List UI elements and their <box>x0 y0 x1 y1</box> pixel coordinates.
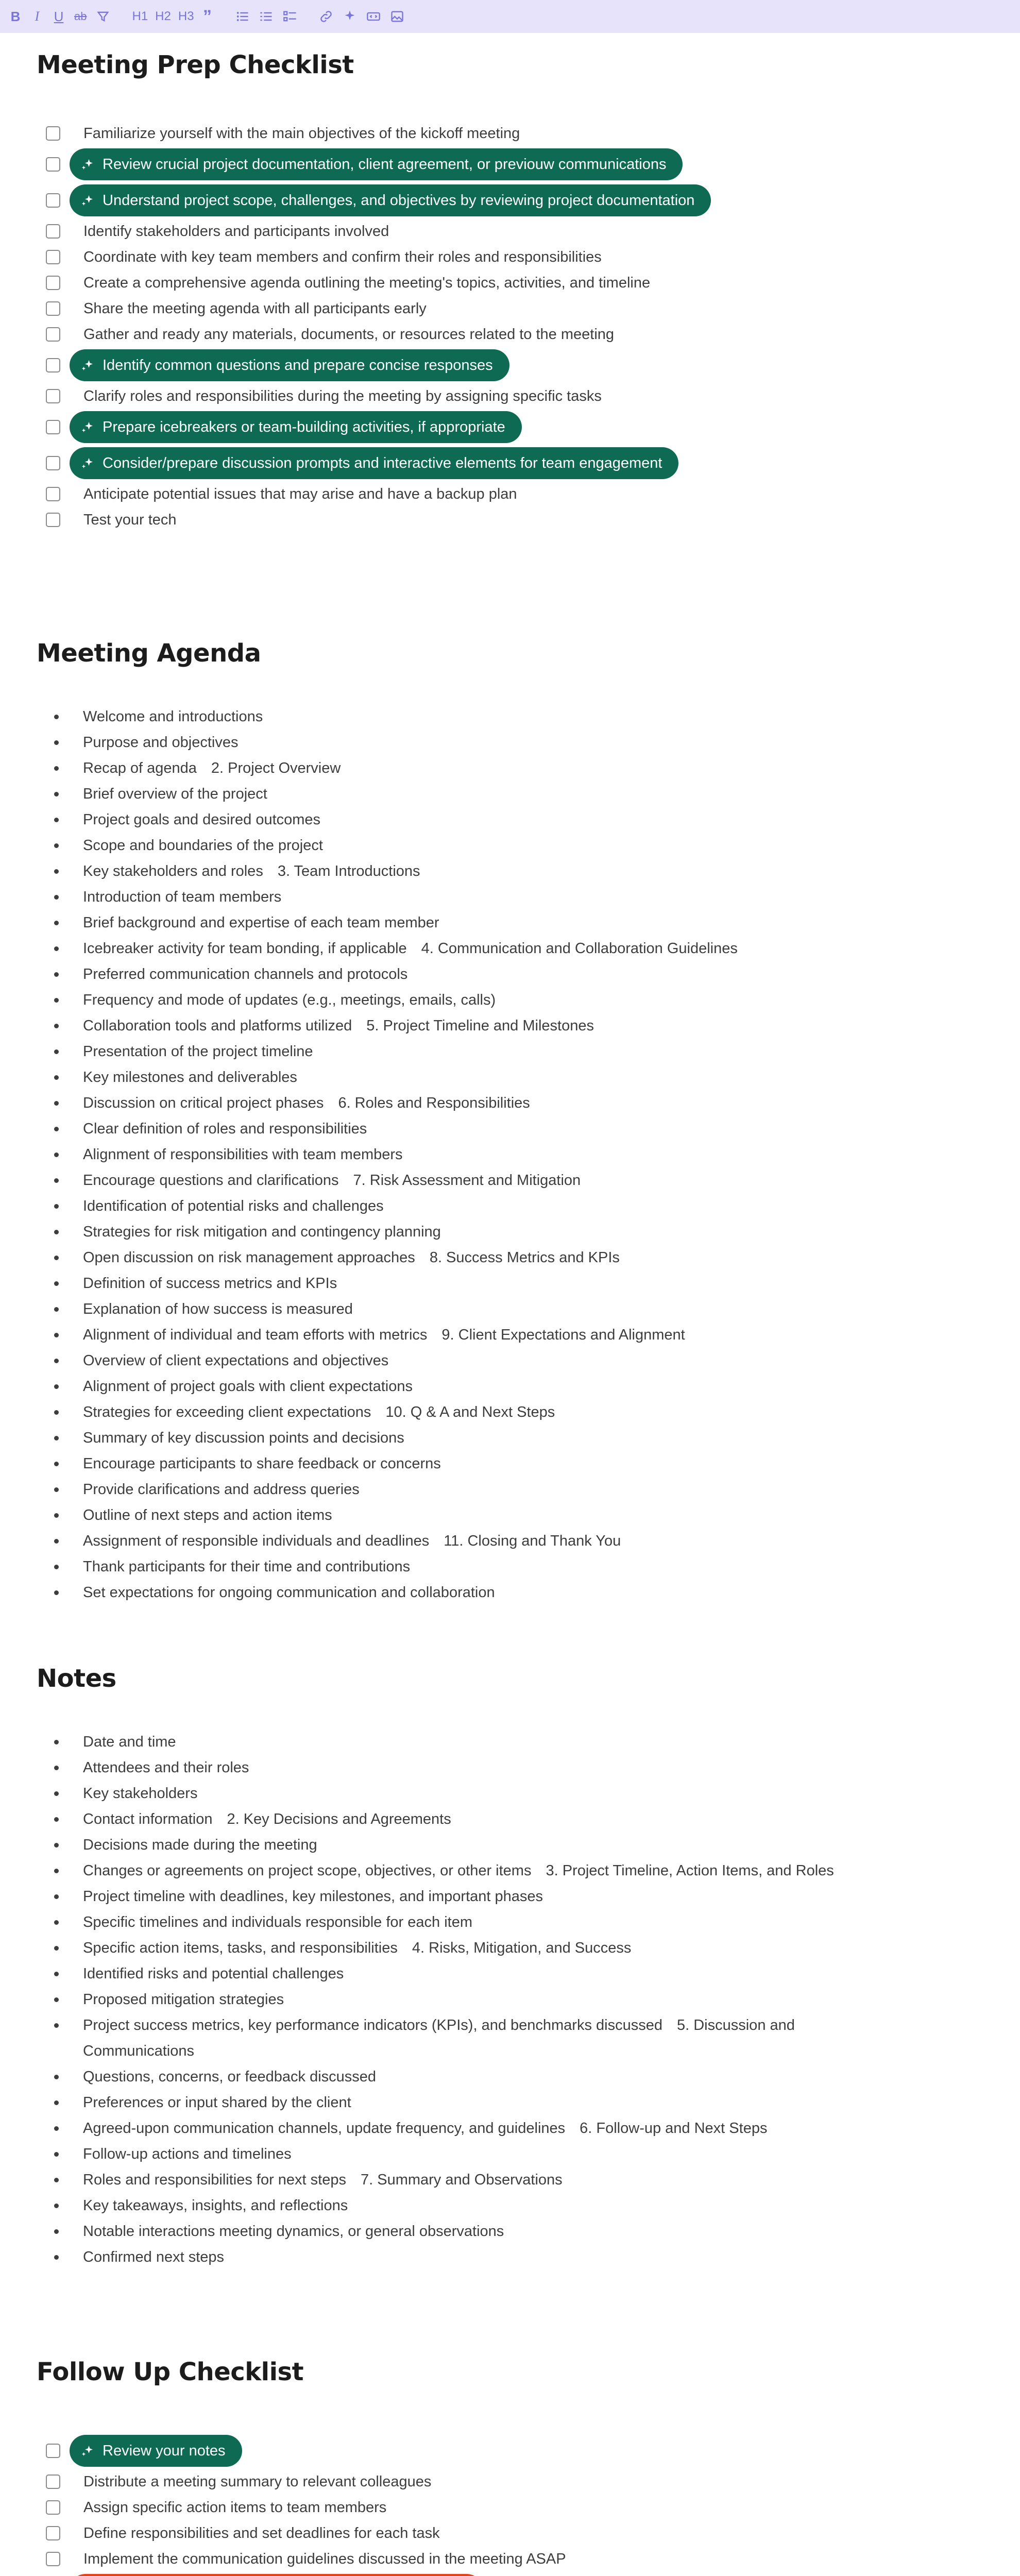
image-icon[interactable] <box>390 9 404 24</box>
bold-button[interactable]: B <box>10 8 21 24</box>
checklist-item-text: Identify stakeholders and participants involved <box>83 223 389 240</box>
followup-title: Follow Up Checklist <box>37 2358 304 2386</box>
list-item <box>37 2090 881 2115</box>
list-item <box>37 987 881 1013</box>
list-item-text: Decisions made during the meeting <box>83 1837 317 1853</box>
checkbox[interactable] <box>46 2552 60 2566</box>
italic-button[interactable]: I <box>35 9 40 24</box>
list-item <box>37 1884 881 1909</box>
list-item <box>37 1502 881 1528</box>
list-item <box>37 1528 881 1554</box>
list-item <box>37 704 881 730</box>
list-item-text: Roles and responsibilities for next steps <box>83 2172 346 2188</box>
list-item <box>37 807 881 833</box>
numbered-heading: 3. Project Timeline, Action Items, and Roles <box>546 1862 834 1879</box>
list-item-text: Strategies for risk mitigation and contingency planning <box>83 1224 441 1240</box>
checklist-item <box>37 383 711 409</box>
list-item <box>37 2244 881 2270</box>
list-item <box>37 833 881 858</box>
list-item-text: Project success metrics, key performance indicators (KPIs), and benchmarks discussed <box>83 2017 662 2033</box>
list-item-text: Encourage questions and clarifications <box>83 1172 339 1189</box>
list-item <box>37 1806 881 1832</box>
heading-3-button[interactable]: H3 <box>178 9 194 23</box>
list-item-text: Brief overview of the project <box>83 786 267 802</box>
list-item-text: Welcome and introductions <box>83 708 263 725</box>
list-item-text: Assignment of responsible individuals and deadlines <box>83 1533 430 1549</box>
checklist-item-text: Anticipate potential issues that may arise and have a backup plan <box>83 485 517 502</box>
list-item-text: Encourage participants to share feedback or concerns <box>83 1455 441 1472</box>
list-item <box>37 1961 881 1987</box>
list-item <box>37 1167 881 1193</box>
pill-text: Understand project scope, challenges, and objectives by reviewing project documentation <box>103 192 695 209</box>
checkbox[interactable] <box>46 513 60 527</box>
numbered-heading: 6. Follow-up and Next Steps <box>580 2120 768 2137</box>
list-item <box>37 1477 881 1502</box>
list-item-text: Notable interactions meeting dynamics, or general observations <box>83 2223 504 2240</box>
checklist-item-text: Coordinate with key team members and confirm their roles and responsibilities <box>83 248 602 265</box>
list-item-text: Preferences or input shared by the client <box>83 2094 351 2111</box>
list-item <box>37 1039 881 1064</box>
list-item <box>37 1755 881 1781</box>
checklist-item <box>37 445 711 481</box>
followup-checklist <box>37 2433 566 2576</box>
list-item <box>37 1580 881 1605</box>
checklist-item <box>37 146 711 182</box>
ai-sparkle-icon[interactable] <box>343 9 357 24</box>
list-item-text: Brief background and expertise of each team member <box>83 914 439 931</box>
quote-icon[interactable]: ” <box>203 6 212 26</box>
list-item-text: Introduction of team members <box>83 889 282 905</box>
list-item <box>37 1193 881 1219</box>
checklist-item <box>37 2469 566 2495</box>
list-item-text: Overview of client expectations and objectives <box>83 1352 389 1369</box>
list-item-text: Icebreaker activity for team bonding, if applicable <box>83 940 407 957</box>
checkbox[interactable] <box>46 327 60 342</box>
checkbox[interactable] <box>46 2475 60 2489</box>
list-item-text: Specific action items, tasks, and responsibilities <box>83 1940 398 1956</box>
checklist-item-text: Define responsibilities and set deadlines for each task <box>83 2524 440 2541</box>
list-item-text: Scope and boundaries of the project <box>83 837 323 854</box>
agenda-title: Meeting Agenda <box>37 639 261 668</box>
numbered-heading: 7. Risk Assessment and Mitigation <box>353 1172 581 1189</box>
checklist-item <box>37 409 711 445</box>
list-item-text: Contact information <box>83 1811 213 1827</box>
list-item <box>37 2141 881 2167</box>
ai-suggestion-pill[interactable] <box>70 447 678 479</box>
list-item <box>37 1270 881 1296</box>
checklist-item <box>37 2433 566 2469</box>
list-item-text: Recap of agenda <box>83 760 197 776</box>
ai-sparkle-icon <box>80 455 95 471</box>
checklist-item <box>37 296 711 321</box>
checkbox[interactable] <box>46 2526 60 2540</box>
list-item <box>37 755 881 781</box>
bullet-list-icon[interactable] <box>235 9 250 24</box>
checkbox[interactable] <box>46 126 60 141</box>
ai-suggestion-pill[interactable] <box>70 349 509 381</box>
list-item <box>37 1348 881 1374</box>
list-item-text: Date and time <box>83 1734 176 1750</box>
checklist-item <box>37 2546 566 2572</box>
list-item <box>37 730 881 755</box>
checkbox[interactable] <box>46 487 60 501</box>
strikethrough-button[interactable]: ab <box>74 10 87 23</box>
list-item-text: Follow-up actions and timelines <box>83 2146 292 2162</box>
list-item-text: Summary of key discussion points and decisions <box>83 1430 404 1446</box>
ai-suggestion-pill[interactable] <box>70 2435 242 2467</box>
list-item-text: Key stakeholders <box>83 1785 198 1802</box>
list-item <box>37 1116 881 1142</box>
list-item-text: Frequency and mode of updates (e.g., meetings, emails, calls) <box>83 992 496 1008</box>
list-item-text: Discussion on critical project phases <box>83 1095 324 1111</box>
numbered-heading: 7. Summary and Observations <box>360 2172 563 2188</box>
list-item-text: Changes or agreements on project scope, objectives, or other items <box>83 1862 532 1879</box>
list-item <box>37 1858 881 1884</box>
list-item-text: Explanation of how success is measured <box>83 1301 353 1317</box>
list-item <box>37 781 881 807</box>
checklist-item <box>37 244 711 270</box>
checkbox[interactable] <box>46 420 60 434</box>
list-item <box>37 910 881 936</box>
list-item-text: Outline of next steps and action items <box>83 1507 332 1523</box>
checkbox[interactable] <box>46 224 60 239</box>
checklist-item <box>37 2572 566 2576</box>
list-item <box>37 961 881 987</box>
list-item <box>37 1729 881 1755</box>
checklist-item-text: Clarify roles and responsibilities during the meeting by assigning specific tasks <box>83 387 602 404</box>
list-item <box>37 1245 881 1270</box>
list-item <box>37 1296 881 1322</box>
list-item-text: Provide clarifications and address queries <box>83 1481 360 1498</box>
checklist-item-text: Assign specific action items to team members <box>83 2499 387 2516</box>
list-item-text: Alignment of responsibilities with team members <box>83 1146 403 1163</box>
list-item <box>37 2218 881 2244</box>
numbered-heading: 4. Communication and Collaboration Guidelines <box>421 940 738 957</box>
checklist-item <box>37 507 711 533</box>
checkbox[interactable] <box>46 456 60 470</box>
list-item-text: Attendees and their roles <box>83 1759 249 1776</box>
numbered-heading: 8. Success Metrics and KPIs <box>429 1249 620 1266</box>
list-item <box>37 936 881 961</box>
list-item <box>37 1832 881 1858</box>
list-item <box>37 1374 881 1399</box>
list-item <box>37 1219 881 1245</box>
list-item <box>37 1399 881 1425</box>
numbered-heading: 5. Project Timeline and Milestones <box>366 1018 594 1034</box>
list-item <box>37 2167 881 2193</box>
list-item-text: Definition of success metrics and KPIs <box>83 1275 337 1292</box>
list-item-text: Thank participants for their time and contributions <box>83 1558 411 1575</box>
list-item <box>37 2115 881 2141</box>
heading-2-button[interactable]: H2 <box>155 9 171 23</box>
prep-checklist-title: Meeting Prep Checklist <box>37 50 354 79</box>
formatting-toolbar <box>0 0 1020 33</box>
checklist-item-text: Create a comprehensive agenda outlining the meeting's topics, activities, and timeline <box>83 274 651 291</box>
pill-text: Review crucial project documentation, client agreement, or previouw communications <box>103 156 667 173</box>
checklist-item-text: Implement the communication guidelines discussed in the meeting ASAP <box>83 2550 566 2567</box>
checklist-item <box>37 182 711 218</box>
checklist-item <box>37 2495 566 2520</box>
numbered-heading: 5. Discussion and Communications <box>83 2017 795 2059</box>
numbered-heading: 2. Project Overview <box>211 760 341 776</box>
list-item <box>37 1013 881 1039</box>
checklist-item <box>37 321 711 347</box>
list-item-text: Alignment of project goals with client expectations <box>83 1378 413 1395</box>
checklist-item-text: Familiarize yourself with the main objectives of the kickoff meeting <box>83 125 520 142</box>
list-item <box>37 1451 881 1477</box>
embed-icon[interactable] <box>366 9 381 24</box>
list-item <box>37 1554 881 1580</box>
highlight-icon[interactable] <box>96 9 110 24</box>
ai-suggestion-pill[interactable] <box>70 411 522 443</box>
checklist-item <box>37 121 711 146</box>
list-item <box>37 1935 881 1961</box>
pill-text: Consider/prepare discussion prompts and interactive elements for team engagement <box>103 454 662 471</box>
pill-text: Identify common questions and prepare concise responses <box>103 357 493 374</box>
embed-pill[interactable] <box>70 2574 483 2576</box>
checklist-item <box>37 218 711 244</box>
list-item-text: Clear definition of roles and responsibilities <box>83 1121 367 1137</box>
list-item <box>37 884 881 910</box>
list-item <box>37 2193 881 2218</box>
prep-checklist <box>37 121 711 533</box>
checklist-item <box>37 481 711 507</box>
checklist-icon[interactable] <box>283 9 297 24</box>
list-item <box>37 2012 881 2064</box>
pill-text: Prepare icebreakers or team-building activities, if appropriate <box>103 418 505 435</box>
numbered-heading: 10. Q & A and Next Steps <box>385 1404 555 1420</box>
list-item <box>37 1090 881 1116</box>
list-item-text: Identification of potential risks and challenges <box>83 1198 384 1214</box>
list-item-text: Project goals and desired outcomes <box>83 811 321 828</box>
ai-sparkle-icon <box>80 193 95 208</box>
list-item <box>37 1322 881 1348</box>
link-icon[interactable] <box>319 9 333 24</box>
numbered-heading: 2. Key Decisions and Agreements <box>227 1811 451 1827</box>
pill-text: Review your notes <box>103 2442 226 2459</box>
checklist-item <box>37 270 711 296</box>
checkbox[interactable] <box>46 193 60 208</box>
list-item-text: Confirmed next steps <box>83 2249 225 2265</box>
checkbox[interactable] <box>46 250 60 264</box>
list-item-text: Proposed mitigation strategies <box>83 1991 284 2008</box>
list-item <box>37 1425 881 1451</box>
checkbox[interactable] <box>46 2500 60 2515</box>
notes-list <box>37 1729 881 2270</box>
checkbox[interactable] <box>46 389 60 403</box>
list-item-text: Preferred communication channels and protocols <box>83 966 408 982</box>
checkbox[interactable] <box>46 301 60 316</box>
checklist-item <box>37 347 711 383</box>
checkbox[interactable] <box>46 2444 60 2458</box>
list-item-text: Key takeaways, insights, and reflections <box>83 2197 348 2214</box>
list-item <box>37 1987 881 2012</box>
list-item-text: Questions, concerns, or feedback discussed <box>83 2069 377 2085</box>
underline-button[interactable]: U <box>54 8 64 24</box>
list-item-text: Agreed-upon communication channels, update frequency, and guidelines <box>83 2120 566 2137</box>
list-item <box>37 1142 881 1167</box>
list-item <box>37 1781 881 1806</box>
checklist-item-text: Test your tech <box>83 511 177 528</box>
list-item-text: Project timeline with deadlines, key milestones, and important phases <box>83 1888 543 1905</box>
list-item-text: Purpose and objectives <box>83 734 239 751</box>
ai-suggestion-pill[interactable] <box>70 148 683 180</box>
list-item-text: Specific timelines and individuals responsible for each item <box>83 1914 472 1930</box>
list-item-text: Presentation of the project timeline <box>83 1043 313 1060</box>
list-item-text: Strategies for exceeding client expectations <box>83 1404 371 1420</box>
notes-title: Notes <box>37 1664 116 1693</box>
list-item <box>37 2064 881 2090</box>
ai-sparkle-icon <box>80 157 95 172</box>
checkbox[interactable] <box>46 358 60 372</box>
ai-sparkle-icon <box>80 2443 95 2459</box>
agenda-list <box>37 704 881 1605</box>
ai-sparkle-icon <box>80 419 95 435</box>
list-item-text: Alignment of individual and team efforts with metrics <box>83 1327 428 1343</box>
numbered-heading: 3. Team Introductions <box>277 863 420 879</box>
list-item-text: Key milestones and deliverables <box>83 1069 297 1086</box>
list-item-text: Identified risks and potential challenges <box>83 1965 344 1982</box>
checklist-item-text: Distribute a meeting summary to relevant colleagues <box>83 2473 432 2490</box>
checklist-item-text: Gather and ready any materials, documents, or resources related to the meeting <box>83 326 615 343</box>
list-item-text: Key stakeholders and roles <box>83 863 263 879</box>
ai-suggestion-pill[interactable] <box>70 184 711 216</box>
numbered-heading: 11. Closing and Thank You <box>444 1533 621 1549</box>
ai-sparkle-icon <box>80 358 95 373</box>
list-item-text: Open discussion on risk management approaches <box>83 1249 415 1266</box>
checklist-item-text: Share the meeting agenda with all participants early <box>83 300 427 317</box>
list-item-text: Set expectations for ongoing communication and collaboration <box>83 1584 495 1601</box>
numbered-list-icon[interactable] <box>259 9 274 24</box>
list-item <box>37 858 881 884</box>
list-item <box>37 1909 881 1935</box>
checklist-item <box>37 2520 566 2546</box>
checkbox[interactable] <box>46 276 60 290</box>
numbered-heading: 9. Client Expectations and Alignment <box>441 1327 685 1343</box>
numbered-heading: 6. Roles and Responsibilities <box>338 1095 530 1111</box>
list-item-text: Collaboration tools and platforms utilized <box>83 1018 352 1034</box>
list-item <box>37 1064 881 1090</box>
heading-1-button[interactable]: H1 <box>132 9 148 23</box>
numbered-heading: 4. Risks, Mitigation, and Success <box>412 1940 632 1956</box>
checkbox[interactable] <box>46 157 60 172</box>
